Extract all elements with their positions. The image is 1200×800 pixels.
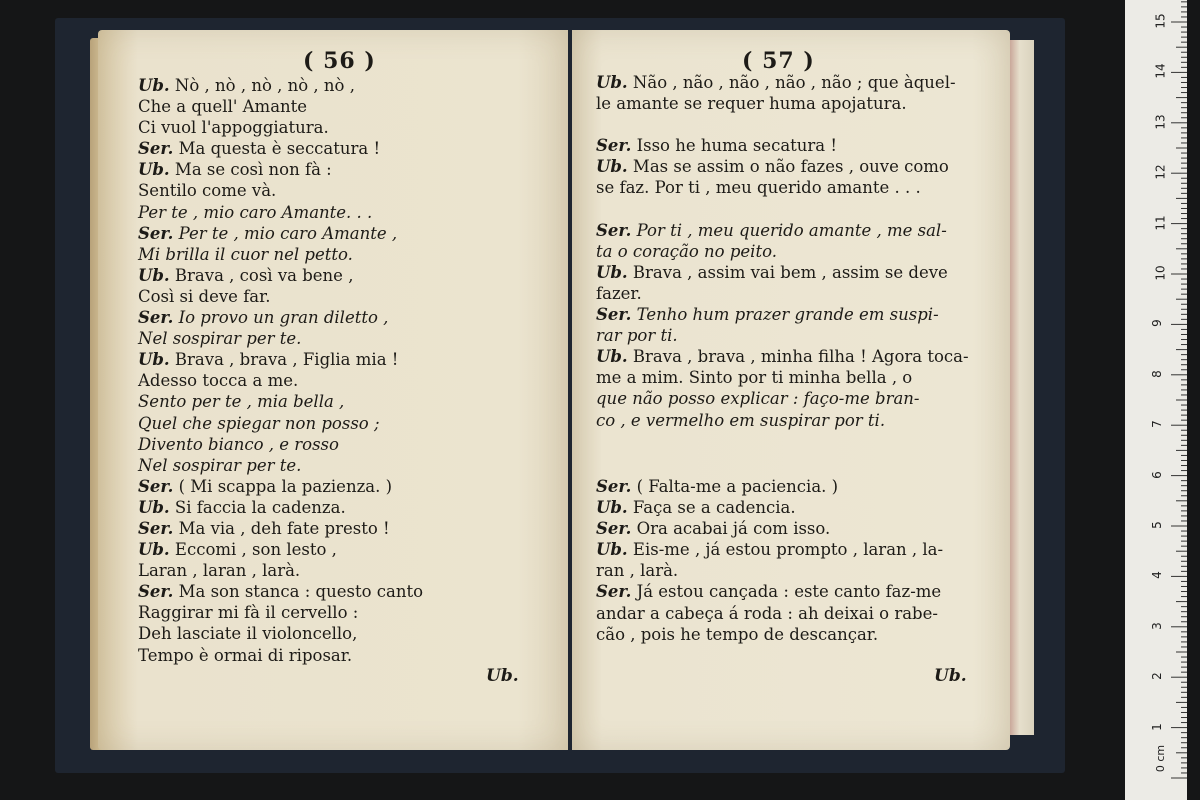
right-page (572, 30, 1010, 750)
line-text: Nel sospirar per te. (138, 455, 302, 475)
line-text: Che a quell' Amante (138, 97, 308, 117)
ruler-number: 3 (1149, 621, 1164, 630)
text-line (596, 241, 969, 262)
text-line (138, 202, 423, 223)
text-line (596, 220, 969, 241)
text-line (596, 283, 969, 304)
page-number-57: ( 57 ) (742, 48, 815, 74)
ruler-number: 8 (1149, 369, 1164, 378)
speaker-label: Ser. (138, 223, 174, 243)
speaker-label: Ub. (596, 540, 628, 560)
text-line (596, 603, 943, 624)
line-text: Nò , nò , nò , nò , nò , (174, 76, 355, 95)
text-line (138, 413, 423, 434)
line-text: Não , não , não , não , não ; que àquel- (632, 73, 956, 92)
catchword-left: Ub. (486, 666, 519, 686)
line-text: cão , pois he tempo de descançar. (596, 624, 879, 644)
text-line (596, 346, 969, 367)
line-text: ( Falta-me a paciencia. ) (636, 477, 839, 496)
ruler-unit-label: 0 cm (1154, 744, 1168, 773)
line-text: Adesso tocca a me. (138, 371, 299, 391)
text-line (596, 560, 943, 581)
speaker-label: Ser. (596, 582, 632, 602)
speaker-label: Ser. (596, 305, 632, 325)
text-line (596, 367, 969, 388)
ruler-number: 14 (1153, 63, 1168, 80)
ruler-number: 12 (1153, 164, 1168, 180)
ruler-number: 2 (1149, 672, 1164, 681)
line-text: Eccomi , son lesto , (174, 540, 337, 560)
text-line (596, 497, 943, 518)
text-line (596, 93, 969, 114)
line-text: Ma se così non fà : (174, 160, 332, 180)
speaker-label: Ub. (138, 497, 170, 517)
speaker-label: Ub. (138, 265, 170, 285)
line-text: Sentilo come và. (138, 181, 277, 201)
line-text: Nel sospirar per te. (138, 329, 302, 349)
speaker-label: Ser. (138, 308, 174, 328)
line-text: fazer. (596, 283, 642, 303)
line-text: Raggirar mi fà il cervello : (138, 603, 359, 623)
line-text: Ora acabai já com isso. (636, 519, 831, 539)
text-line (138, 328, 423, 349)
text-line (596, 388, 969, 409)
text-line (138, 75, 423, 96)
text-line (138, 391, 423, 412)
speaker-label: Ser. (596, 477, 632, 496)
text-line (138, 560, 423, 581)
page-edges (1010, 40, 1034, 735)
text-line (596, 262, 969, 283)
text-line (596, 410, 969, 431)
text-line (138, 602, 423, 623)
text-line (138, 265, 423, 286)
ruler-number: 1 (1149, 722, 1164, 731)
measurement-ruler (1125, 0, 1187, 800)
text-line (138, 223, 423, 244)
ruler-number: 4 (1149, 571, 1164, 580)
line-text: ( Mi scappa la pazienza. ) (178, 476, 393, 496)
line-text: Per te , mio caro Amante. . . (138, 202, 373, 222)
text-line (596, 325, 969, 346)
line-text: Io provo un gran diletto , (178, 308, 389, 328)
catchword-right: Ub. (934, 666, 967, 686)
speaker-label: Ser. (138, 139, 174, 159)
line-text: Si faccia la cadenza. (174, 497, 346, 517)
line-text: Faça se a cadencia. (632, 498, 796, 518)
right-page-text-top (596, 72, 969, 431)
speaker-label: Ub. (138, 540, 170, 560)
speaker-label: Ub. (596, 262, 628, 282)
line-text: me a mim. Sinto por ti minha bella , o (596, 368, 913, 388)
line-text: Brava , brava , minha filha ! Agora toca- (632, 347, 969, 367)
text-line (138, 476, 423, 497)
ruler-number: 6 (1149, 470, 1164, 479)
ruler-number: 15 (1153, 13, 1168, 29)
text-line (138, 623, 423, 644)
speaker-label: Ser. (596, 136, 632, 156)
line-text: Per te , mio caro Amante , (178, 223, 398, 243)
ruler-number: 11 (1153, 214, 1168, 231)
line-text: Mi brilla il cuor nel petto. (138, 244, 353, 264)
line-text: Brava , brava , Figlia mia ! (174, 350, 399, 370)
text-line (596, 72, 969, 93)
speaker-label: Ub. (138, 76, 170, 95)
ruler-number: 9 (1149, 319, 1164, 328)
line-text: Ci vuol l'appoggiatura. (138, 118, 329, 138)
text-line (138, 244, 423, 265)
speaker-label: Ub. (138, 350, 170, 370)
speaker-label: Ub. (596, 157, 628, 177)
line-text: Brava , assim vai bem , assim se deve (632, 262, 948, 282)
text-line (138, 370, 423, 391)
line-text: Por ti , meu querido amante , me sal- (636, 220, 947, 240)
speaker-label: Ser. (596, 519, 632, 539)
speaker-label: Ser. (138, 518, 174, 538)
line-text: Já estou cançada : este canto faz-me (636, 582, 942, 602)
text-line (138, 497, 423, 518)
line-text: Ma via , deh fate presto ! (178, 518, 390, 538)
text-line (138, 349, 423, 370)
line-text: Brava , così va bene , (174, 265, 354, 285)
text-line (138, 307, 423, 328)
line-text: co , e vermelho em suspirar por ti. (596, 410, 886, 430)
text-line (138, 518, 423, 539)
text-line (596, 581, 943, 602)
text-line (138, 180, 423, 201)
text-line (138, 434, 423, 455)
line-text: Deh lasciate il violoncello, (138, 624, 358, 644)
text-line (596, 476, 943, 497)
speaker-label: Ub. (138, 160, 170, 180)
line-text: Sento per te , mia bella , (138, 392, 345, 412)
line-text: Mas se assim o não fazes , ouve como (632, 157, 949, 177)
line-text: que não posso explicar : faço-me bran- (596, 389, 920, 409)
line-text: andar a cabeça á roda : ah deixai o rabe- (596, 603, 938, 623)
line-text: le amante se requer huma apojatura. (596, 94, 907, 114)
ruler-number: 13 (1153, 114, 1168, 130)
text-line (596, 114, 969, 135)
ruler-number: 7 (1149, 420, 1164, 429)
left-page (98, 30, 568, 750)
speaker-label: Ser. (138, 476, 174, 496)
speaker-label: Ub. (596, 347, 628, 367)
text-line (138, 138, 423, 159)
speaker-label: Ub. (596, 498, 628, 518)
speaker-label: Ser. (596, 220, 632, 240)
text-line (596, 177, 969, 198)
text-line (596, 539, 943, 560)
line-text: Tenho hum prazer grande em suspi- (636, 305, 939, 325)
line-text: Isso he huma secatura ! (636, 136, 838, 156)
text-line (138, 645, 423, 666)
right-page-text-bottom (596, 476, 943, 645)
page-number-56: ( 56 ) (303, 48, 376, 74)
speaker-label: Ub. (596, 73, 628, 92)
text-line (138, 159, 423, 180)
text-line (596, 135, 969, 156)
text-line (138, 96, 423, 117)
line-text: Laran , laran , larà. (138, 561, 301, 581)
text-line (596, 304, 969, 325)
text-line (138, 539, 423, 560)
text-line (138, 117, 423, 138)
line-text: Ma son stanca : questo canto (178, 582, 424, 602)
line-text: Quel che spiegar non posso ; (138, 413, 380, 433)
text-line (138, 286, 423, 307)
text-line (138, 455, 423, 476)
speaker-label: Ser. (138, 582, 174, 602)
ruler-number: 5 (1149, 521, 1164, 529)
line-text: rar por ti. (596, 326, 678, 346)
line-text: Eis-me , já estou prompto , laran , la- (632, 540, 944, 560)
line-text: Tempo è ormai di riposar. (138, 645, 353, 665)
line-text: se faz. Por ti , meu querido amante . . . (596, 178, 921, 198)
text-line (596, 624, 943, 645)
line-text: Divento bianco , e rosso (138, 434, 339, 454)
text-line (138, 581, 423, 602)
line-text: ran , larà. (596, 561, 679, 581)
text-line (596, 518, 943, 539)
line-text: ta o coração no peito. (596, 241, 777, 261)
text-line (596, 199, 969, 220)
left-page-text (138, 75, 423, 666)
line-text: Ma questa è seccatura ! (178, 139, 381, 159)
line-text: Così si deve far. (138, 286, 271, 306)
ruler-number: 10 (1153, 265, 1168, 281)
text-line (596, 156, 969, 177)
